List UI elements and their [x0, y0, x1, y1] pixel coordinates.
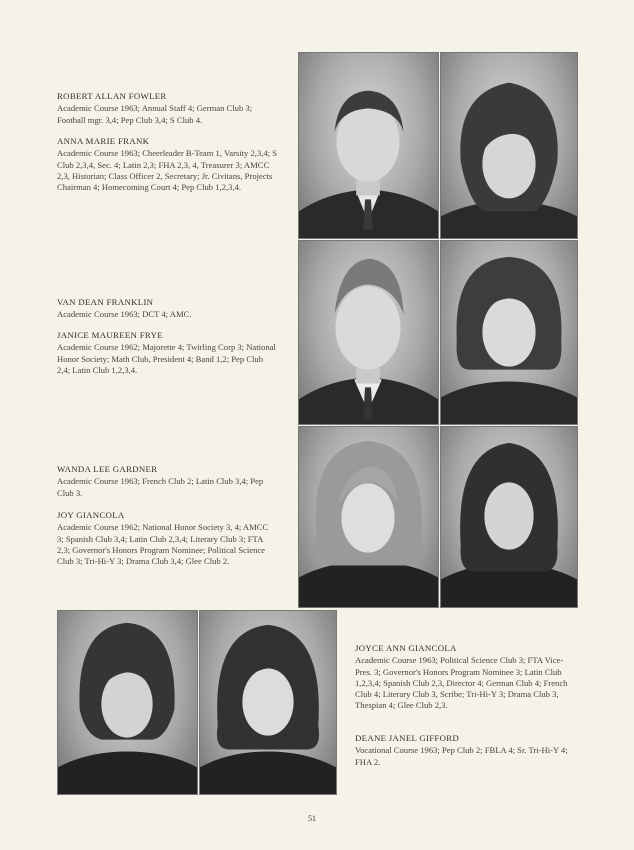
bio-deane-gifford: [355, 733, 574, 768]
student-name: ANNA MARIE FRANK: [57, 136, 150, 146]
student-name: JANICE MAUREEN FRYE: [57, 330, 163, 340]
bio-wanda-gardner: [57, 464, 277, 499]
student-name: JOYCE ANN GIANCOLA: [355, 643, 457, 653]
student-name: DEANE JANEL GIFFORD: [355, 733, 460, 743]
portrait-joy-giancola: [440, 426, 578, 608]
student-activities: Academic Course 1962; National Honor Society 3, 4; AMCC 3; Spanish Club 3,4; Latin Club 2,3,4; Literary Club 3; FTA 2,3; Governor's Honors Program Nominee; Political Science Club 3; Tri-Hi-Y 3; Drama Club 3,4; Glee Club 2.: [57, 522, 269, 567]
bio-janice-frye: [57, 330, 277, 376]
bio-joy-giancola: [57, 510, 277, 567]
student-activities: Academic Course 1962; Majorette 4; Twirling Corp 3; National Honor Society; Math Club, President 4; Band 1,2; Pep Club 2,4; Latin Club 1,2,3,4.: [57, 342, 276, 375]
bio-robert-fowler: [57, 91, 277, 126]
student-activities: Vocational Course 1963; Pep Club 2; FBLA 4; Sr. Tri-Hi-Y 4; FHA 2.: [355, 745, 568, 767]
student-activities: Academic Course 1963; French Club 2; Latin Club 3,4; Pep Club 3.: [57, 476, 264, 498]
portrait-robert-fowler: [298, 52, 439, 239]
portrait-wanda-gardner: [298, 426, 439, 608]
student-name: ROBERT ALLAN FOWLER: [57, 91, 167, 101]
bio-joyce-giancola: [355, 643, 574, 712]
portrait-anna-frank: [440, 52, 578, 239]
portrait-janice-frye: [440, 240, 578, 425]
portrait-deane-gifford: [199, 610, 337, 795]
student-activities: Academic Course 1963; Cheerleader B-Team 1, Varsity 2,3,4; S Club 2,3,4, Sec. 4; Latin 2,3; FHA 2,3, 4, Treasurer 3; AMCC 2,3, Historian; Class Officer 2, Secretary; Jr. Civitans, Projects Chairman 4; Homecoming Court 4; Pep Club 1,2,3,4.: [57, 148, 277, 193]
student-name: VAN DEAN FRANKLIN: [57, 297, 154, 307]
page-number: 51: [308, 814, 316, 823]
student-activities: Academic Course 1963; Political Science Club 3; FTA Vice-Pres. 3; Governor's Honors Program Nominee 3; Latin Club 1,2,3,4; Spanish Club 2,3, Director 4; German Club 4; French Club 4; Literary Club 3, Scribe; Tri-Hi-Y 3; Drama Club 3, Thespian 4; Glee Club 2,3.: [355, 655, 568, 711]
portrait-joyce-giancola: [57, 610, 198, 795]
bio-van-franklin: [57, 297, 277, 321]
bio-anna-frank: [57, 136, 277, 193]
student-name: WANDA LEE GARDNER: [57, 464, 158, 474]
student-name: JOY GIANCOLA: [57, 510, 125, 520]
student-activities: Academic Course 1963; DCT 4; AMC.: [57, 309, 192, 320]
student-activities: Academic Course 1963; Annual Staff 4; German Club 3; Football mgr. 3,4; Pep Club 3,4; S Club 4.: [57, 103, 253, 125]
portrait-van-franklin: [298, 240, 439, 425]
